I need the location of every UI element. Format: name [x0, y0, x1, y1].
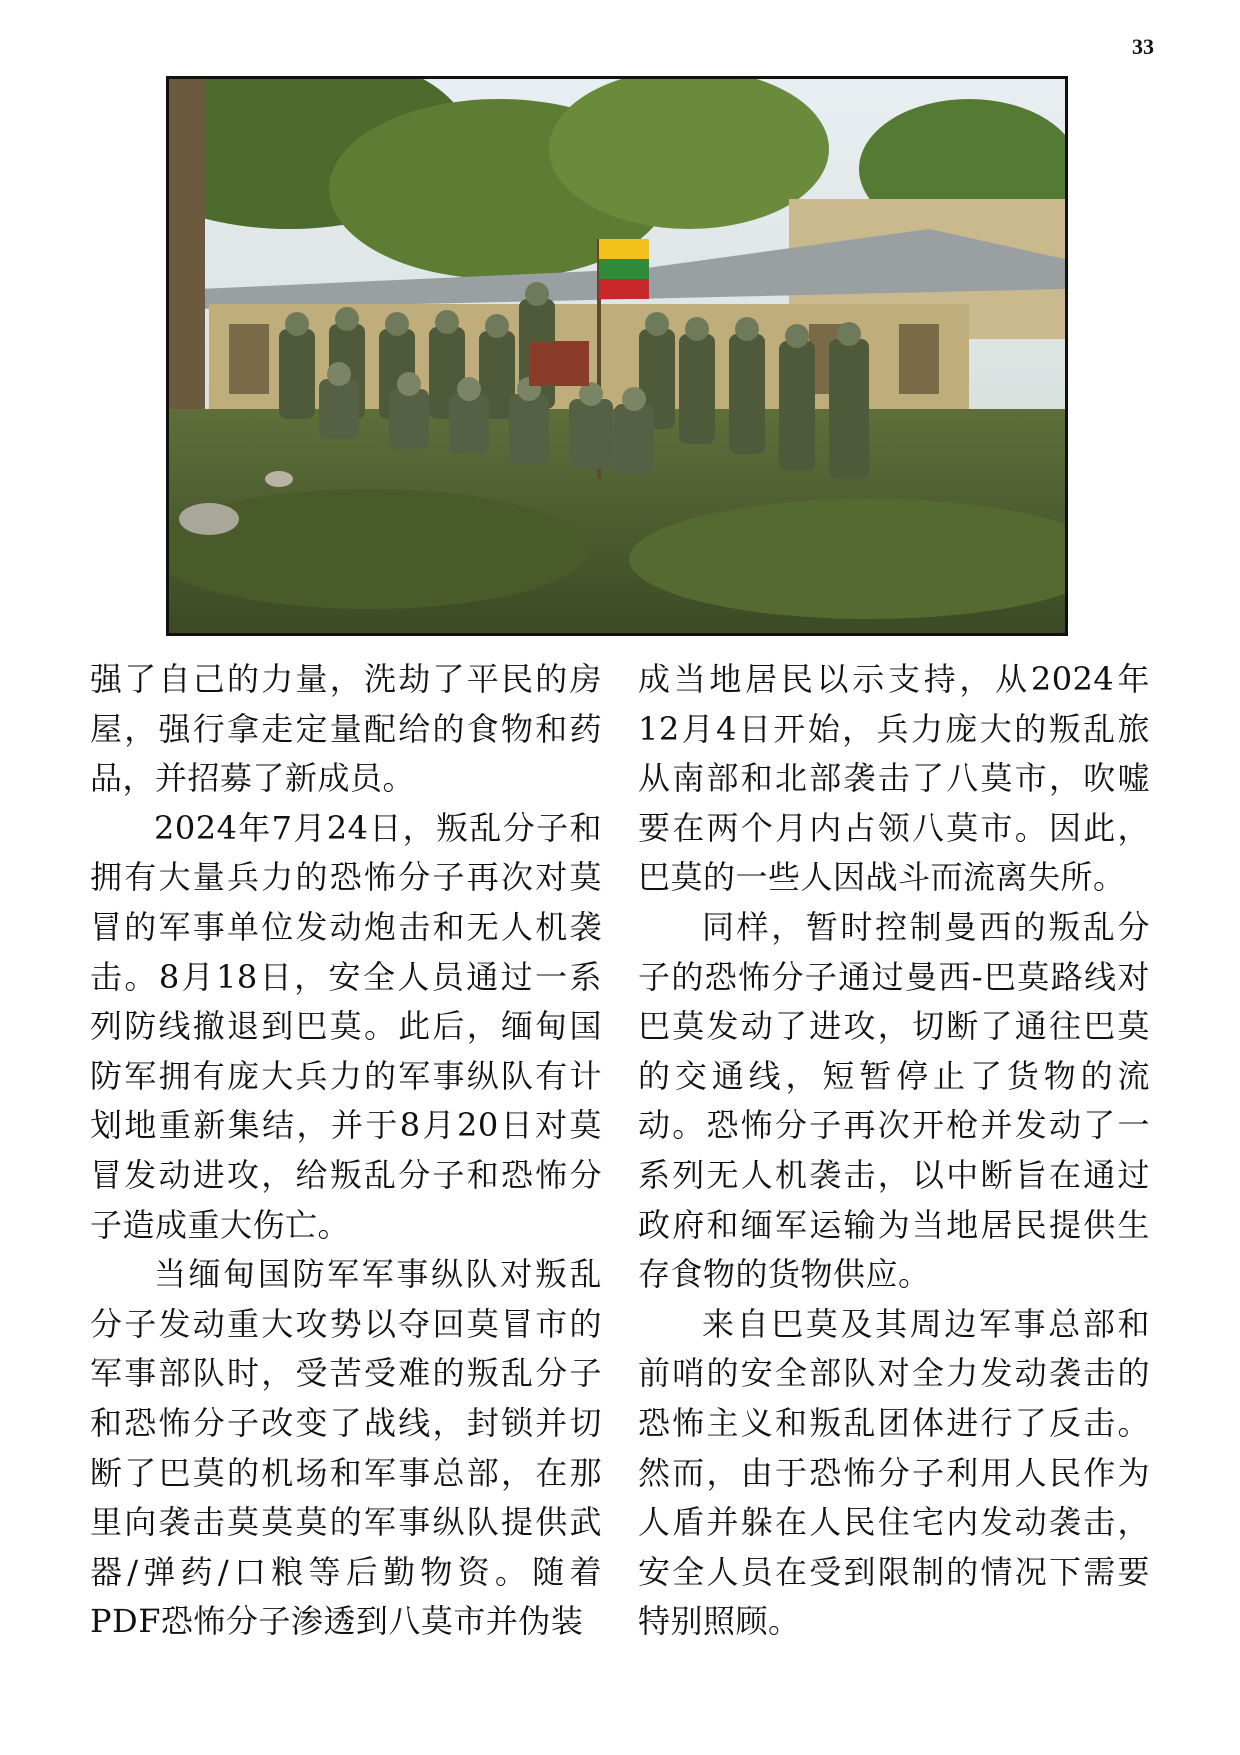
paragraph: 当缅甸国防军军事纵队对叛乱分子发动重大攻势以夺回莫冒市的军事部队时，受苦受难的叛乱分子和恐怖分子改变了战线，封锁并切断了巴莫的机场和军事总部，在那里向袭击莫莫莫的军事纵队提供武器/弹药/口粮等后勤物资。随着PDF恐怖分子渗透到八莫市并伪装 — [90, 1255, 602, 1641]
paragraph: 来自巴莫及其周边军事总部和前哨的安全部队对全力发动袭击的恐怖主义和叛乱团体进行了反击。然而，由于恐怖分子利用人民作为人盾并躲在人民住宅内发动袭击，安全人员在受到限制的情况下需要特别照顾。 — [638, 1304, 1150, 1641]
page-number: 33 — [1132, 34, 1154, 59]
paragraph: 强了自己的力量，洗劫了平民的房屋，强行拿走定量配给的食物和药品，并招募了新成员。 — [90, 660, 602, 798]
paragraph: 成当地居民以示支持，从2024年12月4日开始，兵力庞大的叛乱旅从南部和北部袭击了八莫市，吹嘘要在两个月内占领八莫市。因此，巴莫的一些人因战斗而流离失所。 — [638, 660, 1150, 897]
photo-illustration — [169, 79, 1065, 633]
paragraph: 同样，暂时控制曼西的叛乱分子的恐怖分子通过曼西-巴莫路线对巴莫发动了进攻，切断了通往巴莫的交通线，短暂停止了货物的流动。恐怖分子再次开枪并发动了一系列无人机袭击，以中断旨在通过政府和缅军运输为当地居民提供生存食物的货物供应。 — [638, 907, 1150, 1294]
photo-soldiers-group — [166, 76, 1068, 636]
paragraph: 2024年7月24日，叛乱分子和拥有大量兵力的恐怖分子再次对莫冒的军事单位发动炮击和无人机袭击。8月18日，安全人员通过一系列防线撤退到巴莫。此后，缅甸国防军拥有庞大兵力的军事纵队有计划地重新集结，并于8月20日对莫冒发动进攻，给叛乱分子和恐怖分子造成重大伤亡。 — [90, 808, 602, 1244]
article-columns — [90, 655, 1150, 1705]
column-left — [90, 655, 602, 1705]
column-right — [638, 655, 1150, 1705]
